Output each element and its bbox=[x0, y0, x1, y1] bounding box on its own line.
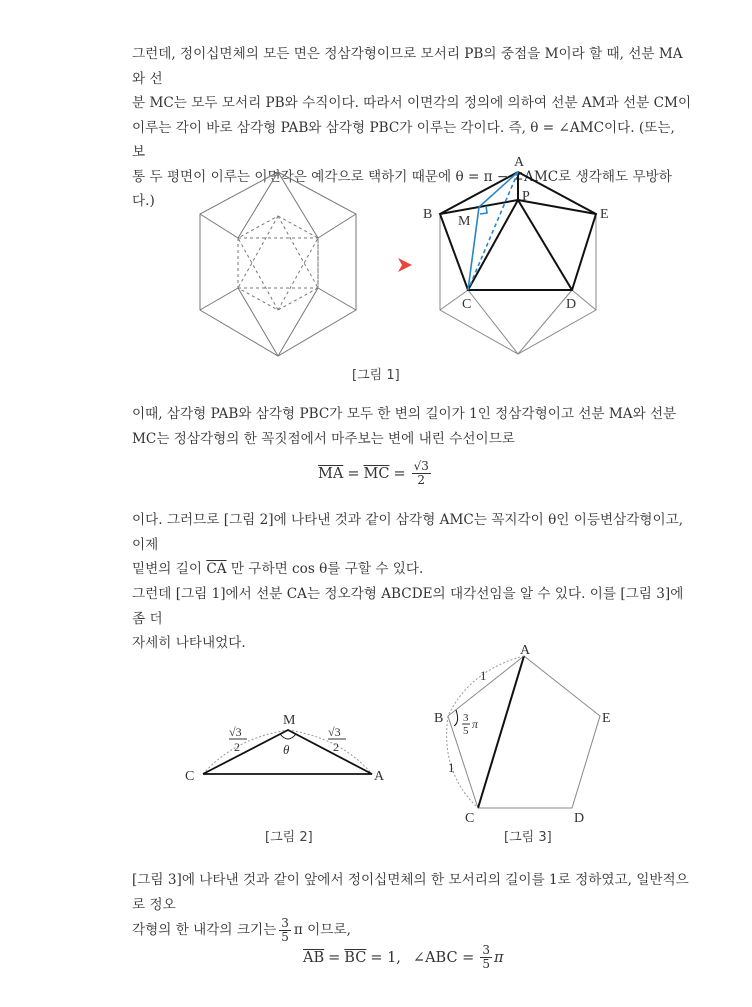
text-line: 통 두 평면이 이루는 이면각은 예각으로 택하기 때문에 θ = π − ∠AMC로 생각해도 무방하다.) bbox=[132, 168, 672, 209]
label-sqrt3-left: √3 bbox=[229, 725, 242, 739]
label-D: D bbox=[574, 811, 585, 826]
label-E: E bbox=[602, 711, 611, 726]
label-B: B bbox=[434, 711, 444, 726]
fraction-numerator: √3 bbox=[413, 459, 429, 473]
text-segment: π 이므로, bbox=[293, 922, 351, 939]
text-segment: 밑변의 길이 bbox=[132, 561, 202, 577]
label-A: A bbox=[374, 769, 385, 784]
equals-sign: = bbox=[393, 465, 406, 482]
figure-1-icosahedron bbox=[190, 160, 370, 360]
label-C: C bbox=[462, 297, 472, 312]
paragraph-5 bbox=[132, 868, 692, 944]
figure-1-pentagon-view bbox=[420, 150, 620, 360]
fraction-3-over-5 bbox=[279, 917, 291, 944]
label-C: C bbox=[185, 769, 195, 784]
overline-ma: $\overline{MA}$ bbox=[318, 465, 344, 482]
label-two-left: 2 bbox=[234, 740, 240, 754]
label-five: 5 bbox=[463, 725, 469, 737]
text-line bbox=[132, 917, 692, 944]
label-M: M bbox=[283, 713, 296, 728]
fraction-denominator: 2 bbox=[417, 473, 426, 487]
label-D: D bbox=[566, 297, 577, 312]
text-segment: 각형의 한 내각의 크기는 bbox=[132, 922, 277, 939]
label-A: A bbox=[514, 155, 525, 170]
paragraph-3 bbox=[132, 508, 692, 582]
overline-ab: $\overline{AB}$ bbox=[303, 949, 325, 966]
figure-2-triangle bbox=[185, 708, 390, 788]
label-two-right: 2 bbox=[333, 740, 339, 754]
equals-sign: = bbox=[347, 465, 360, 482]
label-P: P bbox=[522, 189, 530, 204]
label-one-ab: 1 bbox=[480, 668, 487, 683]
figure-3-pentagon bbox=[430, 644, 620, 824]
fraction-3-over-5 bbox=[480, 944, 492, 971]
label-one-bc: 1 bbox=[448, 760, 455, 775]
overline-mc: $\overline{MC}$ bbox=[363, 465, 390, 482]
fraction-numerator: 3 bbox=[281, 916, 289, 930]
figure-3-caption: [그림 3] bbox=[504, 830, 552, 845]
angle-abc: ∠ABC = bbox=[412, 949, 475, 966]
equation-ab-bc-angle bbox=[303, 944, 504, 971]
text-line: [그림 3]에 나타낸 것과 같이 앞에서 정이십면체의 한 모서리의 길이를 1로 정하였고, 일반적으로 정오 bbox=[132, 872, 689, 913]
overline-bc: $\overline{BC}$ bbox=[344, 949, 367, 966]
text-line: 그런데 [그림 1]에서 선분 CA는 정오각형 ABCDE의 대각선임을 알 수 있다. 이를 [그림 3]에 좀 더 bbox=[132, 586, 684, 627]
equation-ma-mc bbox=[318, 460, 433, 487]
overline-ca: $\overline{CA}$ bbox=[206, 561, 227, 577]
text-line: 이루는 각이 바로 삼각형 PAB와 삼각형 PBC가 이루는 각이다. 즉, θ = ∠AMC이다. (또는, 보 bbox=[132, 119, 675, 160]
label-A: A bbox=[520, 643, 531, 658]
paragraph-2 bbox=[132, 402, 692, 451]
label-M: M bbox=[458, 214, 471, 229]
pi-symbol: π bbox=[493, 949, 504, 966]
label-B: B bbox=[423, 207, 433, 222]
text-segment: 만 구하면 cos θ를 구할 수 있다. bbox=[230, 561, 424, 577]
text-line: 그런데, 정이십면체의 모든 면은 정삼각형이므로 모서리 PB의 중점을 M이라 할 때, 선분 MA와 선 bbox=[132, 46, 683, 87]
label-C: C bbox=[465, 811, 475, 826]
fraction-denominator: 5 bbox=[281, 930, 289, 944]
figure-2-caption: [그림 2] bbox=[265, 830, 313, 845]
arrow-right-icon bbox=[396, 255, 414, 275]
fraction-sqrt3-over-2 bbox=[412, 460, 431, 487]
text-line bbox=[132, 557, 692, 582]
equals-one: = 1, bbox=[370, 949, 401, 966]
text-line: 이다. 그러므로 [그림 2]에 나타낸 것과 같이 삼각형 AMC는 꼭지각이 θ인 이등변삼각형이고, 이제 bbox=[132, 512, 684, 553]
text-line: 이때, 삼각형 PAB와 삼각형 PBC가 모두 한 변의 길이가 1인 정삼각형이고 선분 MA와 선분 bbox=[132, 406, 677, 422]
label-E: E bbox=[600, 207, 609, 222]
label-pi: π bbox=[472, 717, 479, 731]
figure-1-caption: [그림 1] bbox=[352, 368, 400, 383]
fraction-denominator: 5 bbox=[482, 957, 490, 971]
label-sqrt3-right: √3 bbox=[328, 725, 341, 739]
equals-sign: = bbox=[328, 949, 341, 966]
text-line: 자세히 나타내었다. bbox=[132, 635, 246, 651]
label-three: 3 bbox=[463, 712, 469, 724]
text-line: 분 MC는 모두 모서리 PB와 수직이다. 따라서 이면각의 정의에 의하여 선분 AM과 선분 CM이 bbox=[132, 95, 692, 111]
label-theta: θ bbox=[283, 742, 290, 757]
text-line: MC는 정삼각형의 한 꼭짓점에서 마주보는 변에 내린 수선이므로 bbox=[132, 430, 515, 447]
fraction-numerator: 3 bbox=[482, 943, 490, 957]
